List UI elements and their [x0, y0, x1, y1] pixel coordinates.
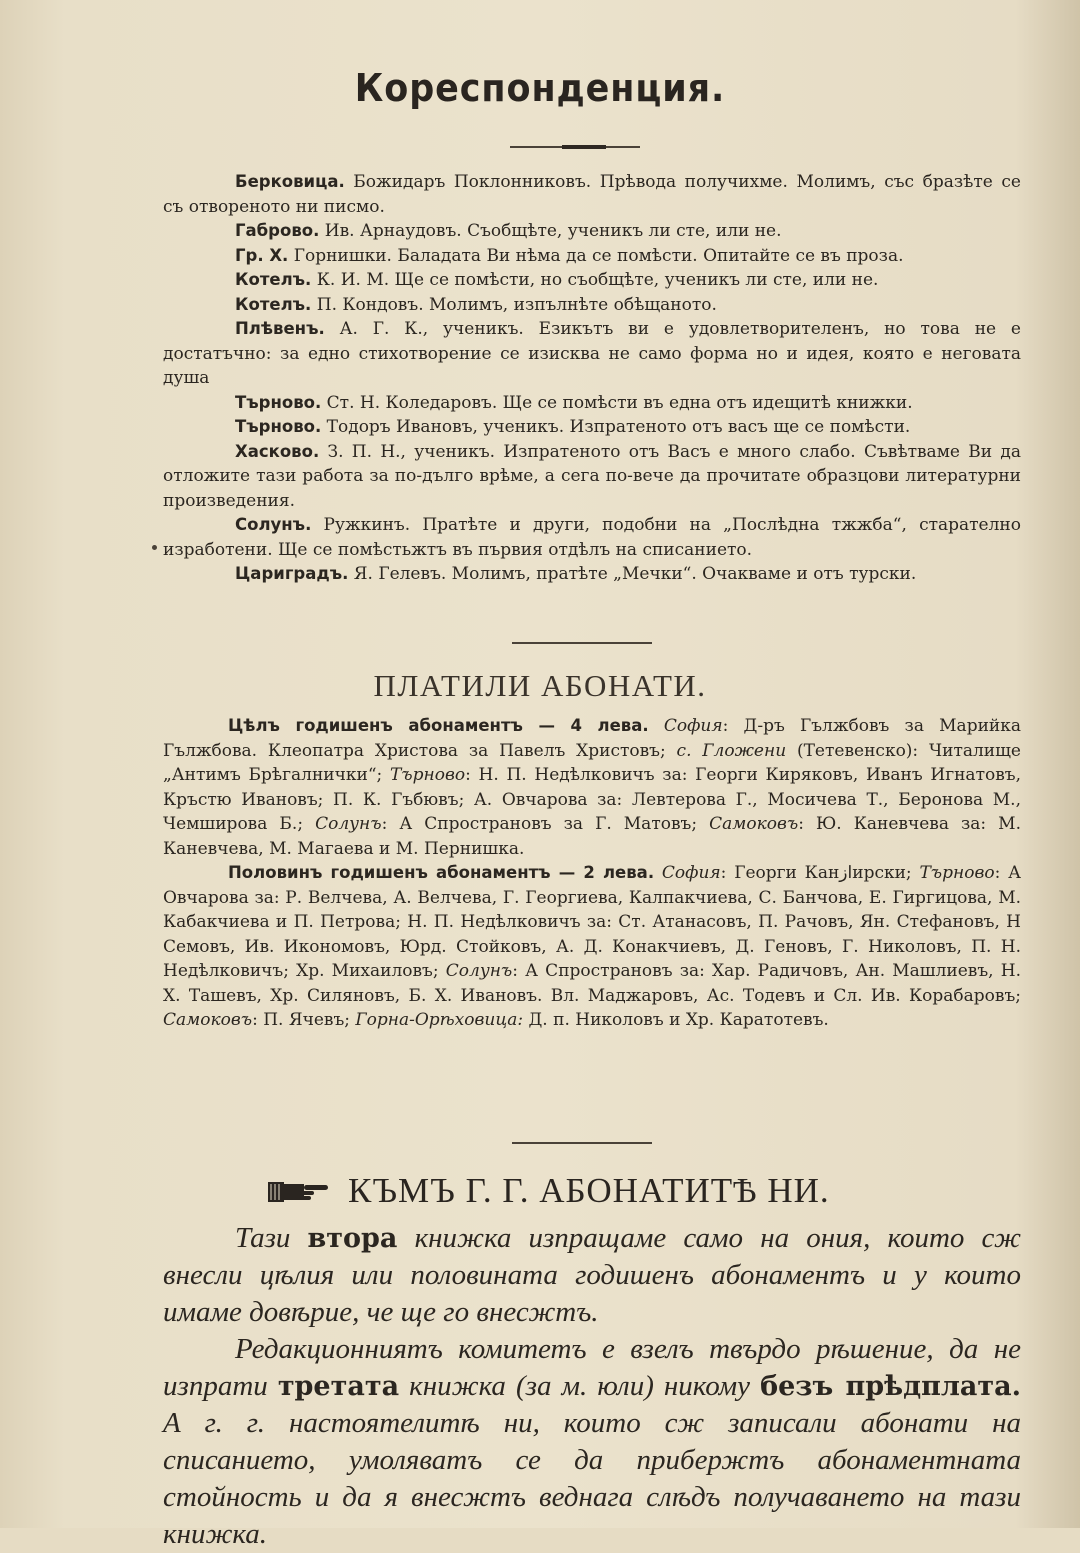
subscribers-list — [163, 714, 1021, 1033]
text-run: : П. Ячевъ; — [252, 1010, 356, 1030]
entry-place: Котелъ. — [235, 294, 312, 314]
entry-place: Търново. — [235, 392, 322, 412]
correspondence-entry — [163, 317, 1021, 391]
notice-divider — [512, 1142, 652, 1144]
place-name: с. Гложени — [676, 740, 787, 761]
notice-body — [163, 1220, 1021, 1553]
correspondence-entry — [163, 415, 1021, 440]
place-name: София — [663, 716, 723, 736]
entry-place: Плѣвенъ. — [235, 319, 325, 338]
pointing-hand-icon — [268, 1169, 330, 1219]
full-year-list — [163, 716, 1021, 859]
correspondence-entry — [163, 513, 1021, 562]
place-name: А г. г. настоятелитѣ ни, които сж записали абонати на списанието, умоляватъ се да прибержтъ абонаментната стойность и да я внесжтъ веднага слѣдъ получаването на тази книжка. — [163, 1407, 1021, 1550]
subscribers-heading: ПЛАТИЛИ АБОНАТИ. — [373, 668, 707, 703]
correspondence-entry — [163, 562, 1021, 587]
entry-text: Ив. Арнаудовъ. Съобщѣте, ученикъ ли сте, или не. — [319, 221, 782, 241]
entry-text: П. Кондовъ. Молимъ, изпълнѣте обѣщаното. — [311, 294, 717, 315]
full-year-paragraph — [163, 714, 1021, 861]
entry-place: Берковица. — [235, 172, 345, 191]
notice-paragraph-1 — [163, 1220, 1021, 1331]
text-run: (Тетевенско): Читалище „Антимъ Брѣгалнички“; — [163, 740, 1021, 785]
entry-text: Ружкинъ. Пратѣте и други, подобни на „Послѣдна тжжба“, старателно изработени. Ще се помѣстьжтъ въ първия отдѣлъ на списанието. — [163, 515, 1021, 560]
place-name: книжка (за м. юли) никому — [399, 1370, 761, 1402]
place-name: София — [661, 863, 721, 883]
notice-paragraph-2 — [163, 1331, 1021, 1553]
correspondence-entry — [163, 293, 1021, 318]
text-run: : Ю. Каневчева за: М. Каневчева, М. Магаева и М. Пернишка. — [163, 814, 1021, 859]
text-run: : Н. П. Недѣлковичъ за: Георги Киряковъ, Иванъ Игнатовъ, Кръстю Ивановъ; П. К. Гъбювъ; А. Овчарова за: Левтерова Г., Мосичева Т., Беронова М., Чемширова Б.; — [163, 765, 1021, 834]
text-run — [649, 716, 664, 736]
place-name: Солунъ — [445, 961, 513, 981]
entry-place: Солунъ. — [235, 515, 312, 534]
entry-text: К. И. М. Ще се помѣсти, но съобщѣте, ученикъ ли сте, или не. — [311, 270, 879, 290]
correspondence-entry — [163, 440, 1021, 514]
correspondence-entry — [163, 244, 1021, 269]
entry-text: Горнишки. Баладата Ви нѣма да се помѣсти. Опитайте се въ проза. — [288, 245, 904, 266]
entry-place: Котелъ. — [235, 270, 312, 289]
correspondence-entry — [163, 268, 1021, 293]
text-run: : Д-ръ Гължбовъ за Марийка Гължбова. Клеопатра Христова за Павелъ Христовъ; — [163, 716, 1021, 761]
entry-text: Тодоръ Ивановъ, ученикъ. Изпратеното отъ васъ ще се помѣсти. — [321, 417, 911, 437]
place-name: Самоковъ — [163, 1010, 253, 1030]
text-run: : Георги Канازирски; — [720, 863, 920, 883]
text-run — [654, 863, 662, 883]
place-name: Горна-Орѣховица: — [355, 1010, 524, 1030]
place-name: Редакционниятъ комитетъ е взелъ твърдо рѣшение, да не изпрати — [163, 1333, 1021, 1402]
text-run: : А Овчарова за: Р. Велчева, А. Велчева, Г. Георгиева, Калпакчиева, С. Банчова, Е. Гиргицова, М. Кабакчиева и П. Петрова; Н. П. Недѣлковичъ за: Ст. Атанасовъ, П. Рачовъ, Ян. Стефановъ, Н Семовъ, Ив. Икономовъ, Юрд. Стойковъ, А. Д. Конакчиевъ, Д. Геновъ, Г. Николовъ, П. Н. Недѣлковичъ; Хр. Михаиловъ; — [163, 863, 1021, 981]
title-divider-center — [562, 145, 606, 149]
place-name: Търново — [389, 765, 466, 785]
entry-place: Търново. — [235, 417, 322, 436]
place-name: Самоковъ — [709, 814, 799, 834]
correspondence-entry — [163, 170, 1021, 219]
correspondence-entry — [163, 219, 1021, 244]
notice-heading: КЪМЪ Г. Г. АБОНАТИТѢ НИ. — [348, 1171, 830, 1210]
text-run: : А Спространовъ за: Хар. Радичовъ, Ан. Машлиевъ, Н. Х. Ташевъ, Хр. Силяновъ, Б. Х. Ивановъ. Вл. Маджаровъ, Ас. Тодевъ и Сл. Ив. Корабаровъ; — [163, 961, 1021, 1006]
half-year-label: Половинъ годишенъ абонаментъ — 2 лева. — [228, 863, 655, 882]
place-name: Търново — [919, 863, 995, 883]
section-divider — [512, 642, 652, 644]
entry-text: Я. Гелевъ. Молимъ, пратѣте „Мечки“. Очакваме и отъ турски. — [348, 564, 917, 584]
entry-place: Хасково. — [235, 441, 320, 461]
margin-dot — [152, 545, 157, 550]
place-name: книжка изпращаме само на ония, които сж внесли цѣлия или половината годишенъ абонаментъ и у които имаме довѣрие, че ще го внесжтъ. — [163, 1222, 1021, 1328]
place-name: Тази — [235, 1222, 308, 1254]
half-year-list — [163, 863, 1021, 1030]
entry-place: Цариградъ. — [235, 564, 349, 583]
half-year-paragraph — [163, 861, 1021, 1033]
entry-text: Божидаръ Поклонниковъ. Прѣвода получихме. Молимъ, със бразѣте се съ отвореното ни писмо. — [163, 172, 1021, 217]
notice-heading-row — [268, 1166, 830, 1216]
entry-place: Гр. Х. — [235, 245, 289, 265]
text-run: Д. п. Николовъ и Хр. Каратотевъ. — [523, 1010, 829, 1030]
full-year-label: Цѣлъ годишенъ абонаментъ — 4 лева. — [228, 716, 649, 735]
emphasis: третата — [277, 1371, 400, 1402]
correspondence-list — [163, 170, 1021, 587]
emphasis: безъ прѣдплата. — [760, 1371, 1021, 1402]
page-title: Кореспонденция. — [354, 66, 726, 110]
correspondence-entry — [163, 391, 1021, 416]
entry-place: Габрово. — [235, 221, 320, 240]
text-run: : А Спространовъ за Г. Матовъ; — [381, 814, 710, 834]
place-name: Солунъ — [315, 814, 382, 834]
entry-text: З. П. Н., ученикъ. Изпратеното отъ Васъ е много слабо. Съвѣтваме Ви да отложите тази работа за по-дълго врѣме, а сега по-вече да прочитате образцови литературни произведения. — [163, 441, 1021, 511]
entry-text: Ст. Н. Коледаровъ. Ще се помѣсти въ една отъ идещитѣ книжки. — [321, 392, 913, 413]
entry-text: А. Г. К., ученикъ. Езикътъ ви е удовлетворителенъ, но това не е достатъчно: за едно стихотворение се изисква не само форма но и идея, която е неговата душа — [163, 319, 1021, 388]
emphasis: втора — [307, 1223, 398, 1254]
